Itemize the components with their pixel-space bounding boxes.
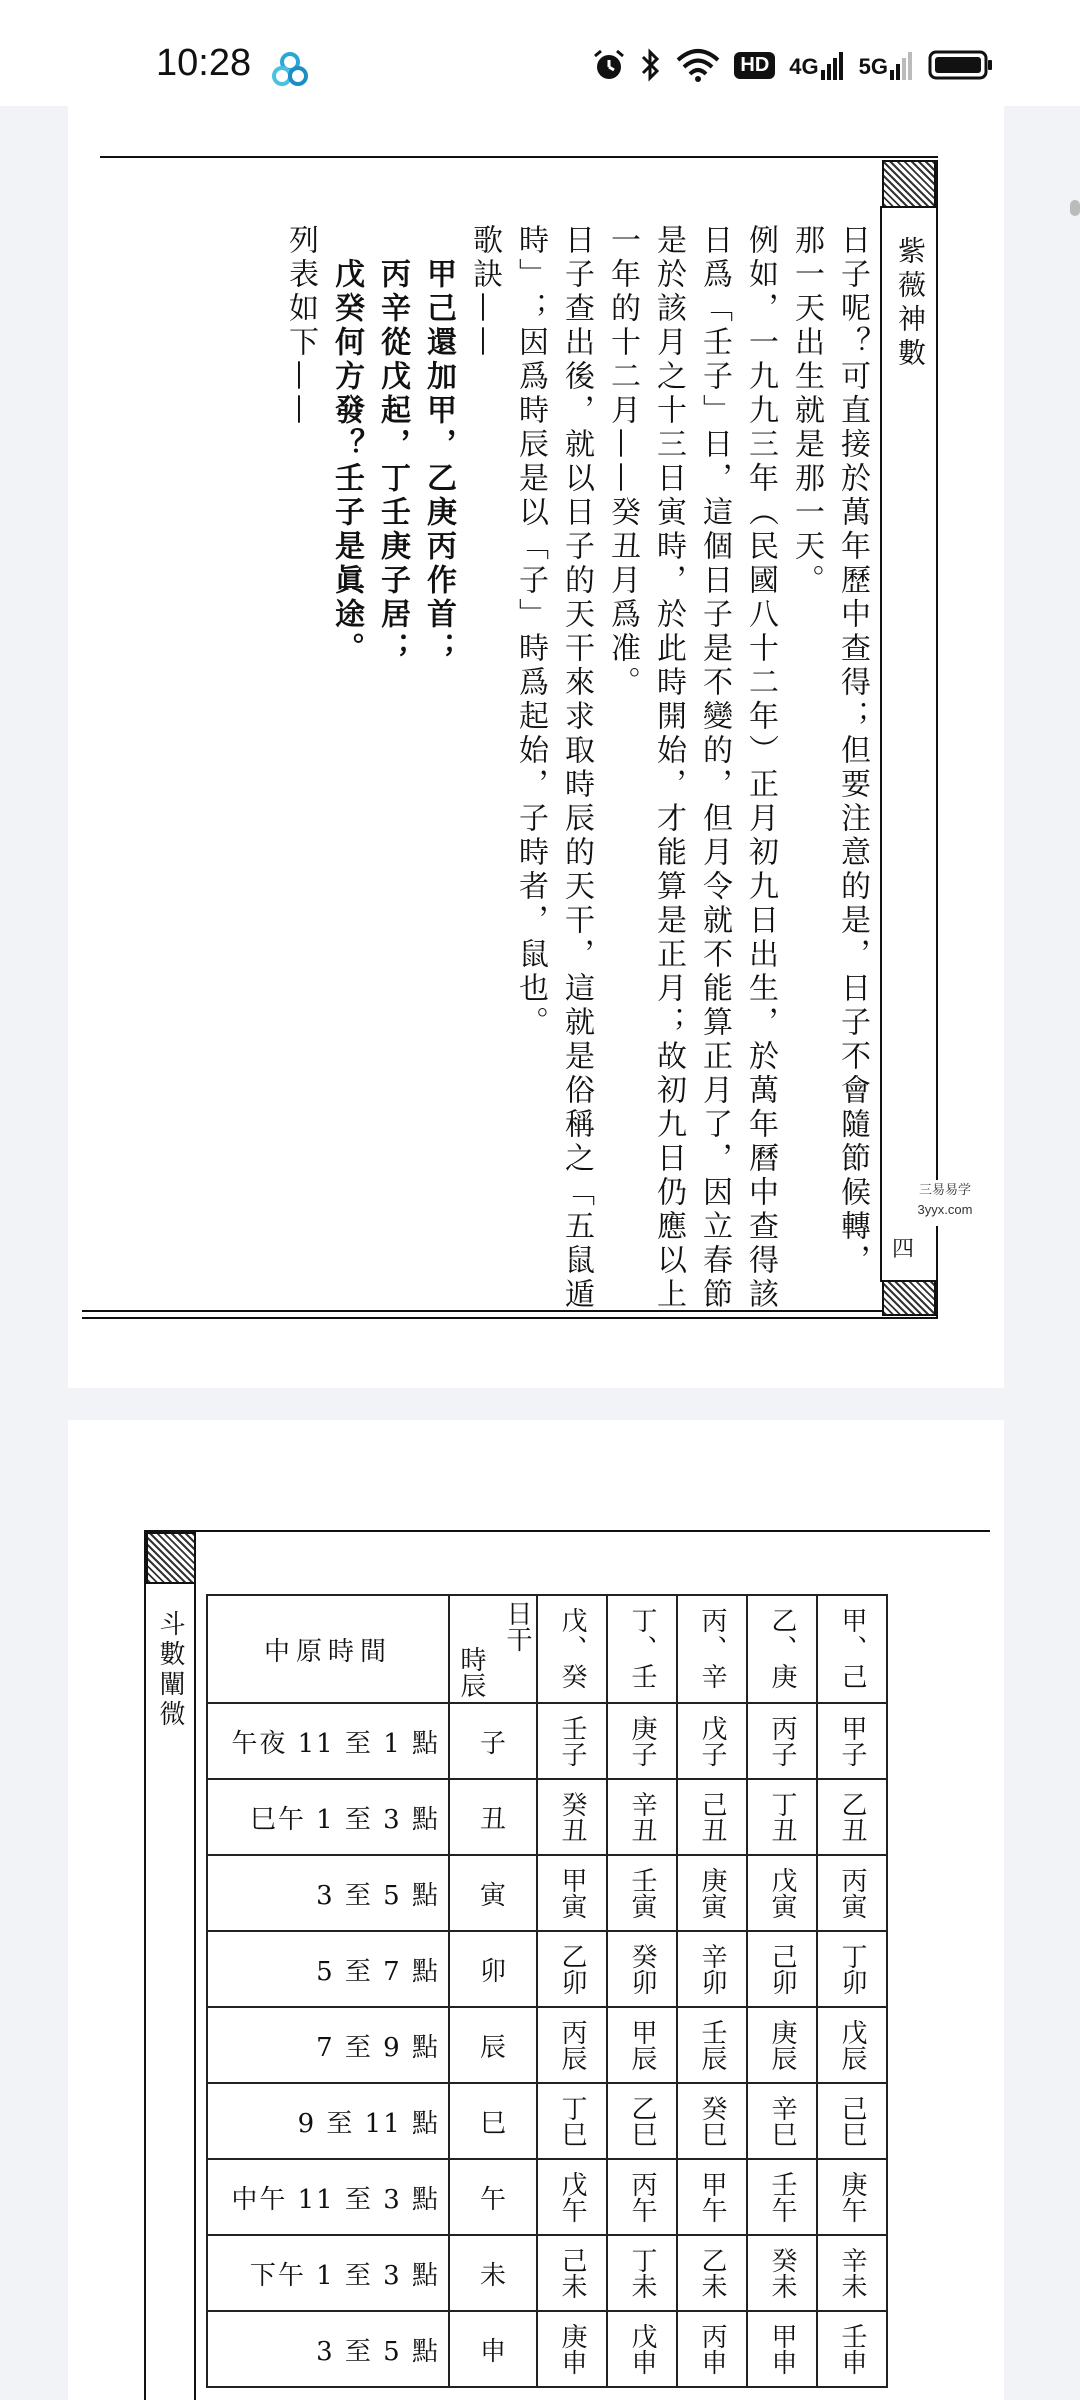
page2-top-rule bbox=[144, 1530, 990, 1532]
text-column-6: 一年的十二月——癸丑月爲准。 bbox=[605, 224, 640, 700]
ganzhi-cell: 癸卯 bbox=[607, 1931, 677, 2007]
ganzhi-cell: 丙子 bbox=[747, 1703, 817, 1779]
time-range-cell: 3 至 5 點 bbox=[207, 2311, 449, 2387]
branch-cell: 申 bbox=[449, 2311, 537, 2387]
branch-cell: 巳 bbox=[449, 2083, 537, 2159]
table-row bbox=[207, 2083, 887, 2159]
time-range-cell: 巳午 1 至 3 點 bbox=[207, 1779, 449, 1855]
table-header-row bbox=[207, 1595, 887, 1703]
page2-side-rule bbox=[144, 1530, 146, 2400]
ganzhi-cell: 癸丑 bbox=[537, 1779, 607, 1855]
ganzhi-cell: 庚午 bbox=[817, 2159, 887, 2235]
battery-icon bbox=[928, 49, 994, 81]
verse-line-2: 丙辛從戊起，丁壬庚子居； bbox=[375, 258, 410, 666]
branch-cell: 午 bbox=[449, 2159, 537, 2235]
page1-side-rule bbox=[936, 160, 938, 1318]
ganzhi-cell: 壬申 bbox=[817, 2311, 887, 2387]
header-stem-1: 戊、癸 bbox=[537, 1595, 607, 1703]
ganzhi-cell: 辛卯 bbox=[677, 1931, 747, 2007]
table-row bbox=[207, 2159, 887, 2235]
ganzhi-cell: 壬辰 bbox=[677, 2007, 747, 2083]
time-range-cell: 9 至 11 點 bbox=[207, 2083, 449, 2159]
ganzhi-cell: 甲寅 bbox=[537, 1855, 607, 1931]
ganzhi-cell: 戊申 bbox=[607, 2311, 677, 2387]
ganzhi-cell: 丁丑 bbox=[747, 1779, 817, 1855]
table-row bbox=[207, 1779, 887, 1855]
header-stem-3: 丙、辛 bbox=[677, 1595, 747, 1703]
table-row bbox=[207, 2311, 887, 2387]
text-column-5: 是於該月之十三日寅時，於此時開始，才能算是正月；故初九日仍應以上 bbox=[651, 224, 686, 1312]
ganzhi-cell: 庚申 bbox=[537, 2311, 607, 2387]
ganzhi-cell: 壬午 bbox=[747, 2159, 817, 2235]
signal-bars-icon bbox=[821, 50, 845, 80]
branch-cell: 子 bbox=[449, 1703, 537, 1779]
ganzhi-cell: 辛丑 bbox=[607, 1779, 677, 1855]
ganzhi-cell: 己未 bbox=[537, 2235, 607, 2311]
table-row bbox=[207, 1855, 887, 1931]
time-range-cell: 中午 11 至 3 點 bbox=[207, 2159, 449, 2235]
ganzhi-cell: 己卯 bbox=[747, 1931, 817, 2007]
ganzhi-cell: 庚子 bbox=[607, 1703, 677, 1779]
alarm-icon bbox=[592, 48, 626, 82]
section-title: 斗數闡微 bbox=[155, 1610, 185, 1730]
header-stem-2: 丁、壬 bbox=[607, 1595, 677, 1703]
ganzhi-cell: 丙寅 bbox=[817, 1855, 887, 1931]
ganzhi-cell: 辛未 bbox=[817, 2235, 887, 2311]
header-stem-5: 甲、己 bbox=[817, 1595, 887, 1703]
page1-bottom-rule bbox=[82, 1310, 938, 1312]
wifi-icon bbox=[676, 48, 720, 82]
ganzhi-cell: 乙巳 bbox=[607, 2083, 677, 2159]
time-range-cell: 5 至 7 點 bbox=[207, 1931, 449, 2007]
table-row bbox=[207, 2007, 887, 2083]
signal-bars-icon bbox=[890, 50, 914, 80]
branch-cell: 寅 bbox=[449, 1855, 537, 1931]
branch-cell: 未 bbox=[449, 2235, 537, 2311]
ganzhi-cell: 乙卯 bbox=[537, 1931, 607, 2007]
ganzhi-cell: 戊辰 bbox=[817, 2007, 887, 2083]
book-title: 紫薇神數 bbox=[894, 236, 927, 372]
status-bar bbox=[0, 0, 1080, 106]
ganzhi-cell: 庚寅 bbox=[677, 1855, 747, 1931]
scrollbar-thumb[interactable] bbox=[1070, 200, 1080, 216]
time-range-cell: 下午 1 至 3 點 bbox=[207, 2235, 449, 2311]
text-column-9: 歌訣—— bbox=[467, 224, 502, 360]
page2-side-rule-outer bbox=[194, 1582, 196, 2400]
ganzhi-cell: 丙辰 bbox=[537, 2007, 607, 2083]
ganzhi-cell: 戊午 bbox=[537, 2159, 607, 2235]
table-row bbox=[207, 1931, 887, 2007]
page1-corner-hatch-top bbox=[882, 160, 936, 208]
ganzhi-cell: 己巳 bbox=[817, 2083, 887, 2159]
ganzhi-cell: 乙丑 bbox=[817, 1779, 887, 1855]
table-row bbox=[207, 1703, 887, 1779]
five-rats-table bbox=[206, 1594, 888, 2388]
header-stem-4: 乙、庚 bbox=[747, 1595, 817, 1703]
page1-top-rule bbox=[100, 156, 938, 158]
ganzhi-cell: 甲子 bbox=[817, 1703, 887, 1779]
clock: 10:28 bbox=[156, 42, 252, 84]
time-range-cell: 午夜 11 至 1 點 bbox=[207, 1703, 449, 1779]
page2-corner-hatch bbox=[146, 1532, 196, 1584]
ganzhi-cell: 丁卯 bbox=[817, 1931, 887, 2007]
ganzhi-cell: 庚辰 bbox=[747, 2007, 817, 2083]
ganzhi-cell: 丙午 bbox=[607, 2159, 677, 2235]
page1-corner-hatch-bottom bbox=[882, 1280, 936, 1316]
ganzhi-cell: 甲辰 bbox=[607, 2007, 677, 2083]
page1-bottom-rule2 bbox=[82, 1317, 938, 1319]
verse-line-3: 戊癸何方發？壬子是眞途。 bbox=[329, 258, 364, 666]
signal-5g: 5G bbox=[859, 50, 914, 80]
branch-cell: 丑 bbox=[449, 1779, 537, 1855]
header-day-stem: 日干 bbox=[502, 1600, 532, 1652]
ganzhi-cell: 癸巳 bbox=[677, 2083, 747, 2159]
text-column-2: 那一天出生就是那一天。 bbox=[789, 224, 824, 598]
ganzhi-cell: 丁巳 bbox=[537, 2083, 607, 2159]
page1-side-rule-inner bbox=[880, 206, 882, 1282]
ganzhi-cell: 丙申 bbox=[677, 2311, 747, 2387]
header-branch: 時辰 bbox=[456, 1646, 486, 1698]
time-range-cell: 3 至 5 點 bbox=[207, 1855, 449, 1931]
verse-line-1: 甲己還加甲，乙庚丙作首； bbox=[421, 258, 456, 666]
branch-cell: 卯 bbox=[449, 1931, 537, 2007]
ganzhi-cell: 戊子 bbox=[677, 1703, 747, 1779]
ganzhi-cell: 甲申 bbox=[747, 2311, 817, 2387]
page-number: 四 bbox=[892, 1237, 915, 1262]
text-column-3: 例如，一九九三年（民國八十二年）正月初九日出生，於萬年曆中查得該 bbox=[743, 224, 778, 1312]
ganzhi-cell: 己丑 bbox=[677, 1779, 747, 1855]
text-column-4: 日爲「壬子」日，這個日子是不變的，但月令就不能算正月了，因立春節 bbox=[697, 224, 732, 1312]
text-column-13: 列表如下—— bbox=[283, 224, 318, 428]
ganzhi-cell: 丁未 bbox=[607, 2235, 677, 2311]
ganzhi-cell: 戊寅 bbox=[747, 1855, 817, 1931]
signal-4g: 4G bbox=[789, 50, 844, 80]
table-row bbox=[207, 2235, 887, 2311]
text-column-1: 日子呢？可直接於萬年歷中查得；但要注意的是，日子不會隨節候轉， bbox=[835, 224, 870, 1278]
ganzhi-cell: 辛巳 bbox=[747, 2083, 817, 2159]
ganzhi-cell: 甲午 bbox=[677, 2159, 747, 2235]
branch-cell: 辰 bbox=[449, 2007, 537, 2083]
app-logo-icon bbox=[270, 50, 310, 90]
bluetooth-icon bbox=[640, 48, 662, 82]
ganzhi-cell: 乙未 bbox=[677, 2235, 747, 2311]
ganzhi-cell: 癸未 bbox=[747, 2235, 817, 2311]
text-column-8: 時」；因爲時辰是以「子」時爲起始，子時者，鼠也。 bbox=[513, 224, 548, 1040]
ganzhi-cell: 壬子 bbox=[537, 1703, 607, 1779]
watermark: 三易易学 3yyx.com bbox=[895, 1180, 995, 1226]
ganzhi-cell: 壬寅 bbox=[607, 1855, 677, 1931]
hd-badge: HD bbox=[734, 52, 775, 79]
header-diagonal bbox=[449, 1595, 537, 1703]
text-column-7: 日子查出後，就以日子的天干來求取時辰的天干，這就是俗稱之「五鼠遁 bbox=[559, 224, 594, 1312]
header-time: 中原時間 bbox=[207, 1595, 449, 1703]
time-range-cell: 7 至 9 點 bbox=[207, 2007, 449, 2083]
